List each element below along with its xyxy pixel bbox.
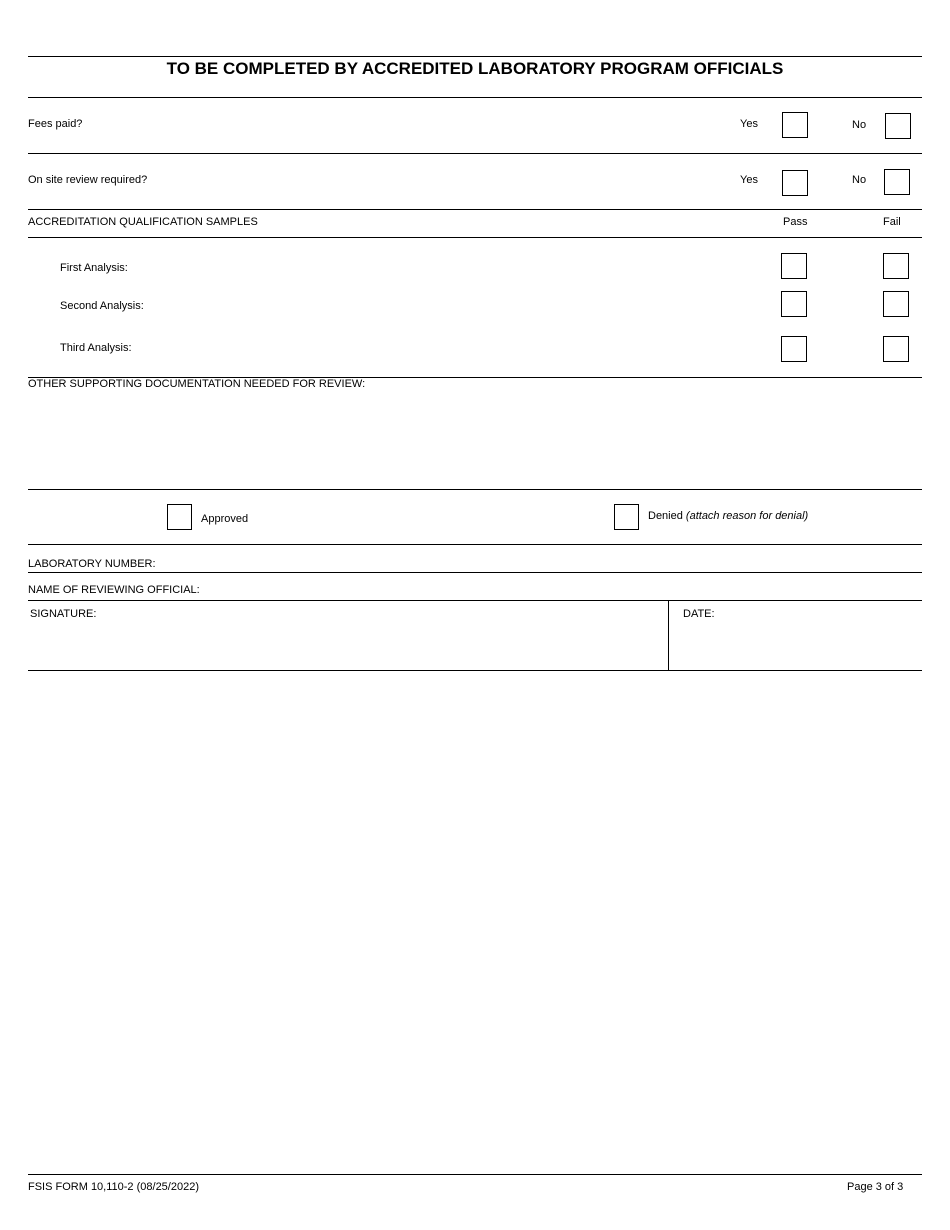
approved-checkbox[interactable] xyxy=(167,504,192,530)
first-analysis-label: First Analysis: xyxy=(60,262,128,274)
denied-checkbox[interactable] xyxy=(614,504,639,530)
third-analysis-label: Third Analysis: xyxy=(60,342,132,354)
second-analysis-pass-checkbox[interactable] xyxy=(781,291,807,317)
documentation-heading: OTHER SUPPORTING DOCUMENTATION NEEDED FOR REVIEW: xyxy=(28,378,366,390)
top-rule xyxy=(28,56,922,57)
fees-no-checkbox[interactable] xyxy=(885,113,911,139)
approved-label: Approved xyxy=(201,513,249,525)
signature-bottom-rule xyxy=(28,670,922,671)
third-analysis-pass-checkbox[interactable] xyxy=(781,336,807,362)
signature-field[interactable] xyxy=(28,624,666,668)
decision-bottom-rule xyxy=(28,544,922,545)
footer-rule xyxy=(28,1174,922,1175)
date-label: DATE: xyxy=(683,608,715,620)
documentation-field[interactable] xyxy=(28,394,922,488)
lab-number-label: LABORATORY NUMBER: xyxy=(28,558,156,570)
pass-column-label: Pass xyxy=(783,216,808,228)
reviewer-rule xyxy=(28,600,922,601)
onsite-yes-label: Yes xyxy=(740,174,758,186)
lab-number-field[interactable] xyxy=(160,552,922,570)
fees-question: Fees paid? xyxy=(28,118,83,130)
reviewer-field[interactable] xyxy=(205,578,922,598)
samples-heading-rule xyxy=(28,237,922,238)
signature-date-divider xyxy=(668,600,669,670)
fees-no-label: No xyxy=(852,119,867,131)
third-analysis-fail-checkbox[interactable] xyxy=(883,336,909,362)
lab-number-rule xyxy=(28,572,922,573)
first-analysis-pass-checkbox[interactable] xyxy=(781,253,807,279)
date-field[interactable] xyxy=(670,624,922,668)
onsite-no-checkbox[interactable] xyxy=(884,169,910,195)
title-bottom-rule xyxy=(28,97,922,98)
page-number: Page 3 of 3 xyxy=(847,1181,904,1193)
fees-yes-label: Yes xyxy=(740,118,758,130)
fees-bottom-rule xyxy=(28,153,922,154)
onsite-no-label: No xyxy=(852,174,867,186)
denied-label xyxy=(648,510,808,523)
form-id: FSIS FORM 10,110-2 (08/25/2022) xyxy=(28,1181,199,1193)
second-analysis-label: Second Analysis: xyxy=(60,300,144,312)
denied-text: Denied xyxy=(648,510,683,522)
page-title: TO BE COMPLETED BY ACCREDITED LABORATORY PROGRAM OFFICIALS xyxy=(166,59,784,78)
onsite-bottom-rule xyxy=(28,209,922,210)
reviewer-label: NAME OF REVIEWING OFFICIAL: xyxy=(28,584,200,596)
samples-heading: ACCREDITATION QUALIFICATION SAMPLES xyxy=(28,216,258,228)
fail-column-label: Fail xyxy=(883,216,901,228)
first-analysis-fail-checkbox[interactable] xyxy=(883,253,909,279)
onsite-yes-checkbox[interactable] xyxy=(782,170,808,196)
documentation-bottom-rule xyxy=(28,489,922,490)
fees-yes-checkbox[interactable] xyxy=(782,112,808,138)
second-analysis-fail-checkbox[interactable] xyxy=(883,291,909,317)
onsite-question: On site review required? xyxy=(28,174,148,186)
denied-note: (attach reason for denial) xyxy=(685,510,809,522)
signature-label: SIGNATURE: xyxy=(30,608,97,620)
